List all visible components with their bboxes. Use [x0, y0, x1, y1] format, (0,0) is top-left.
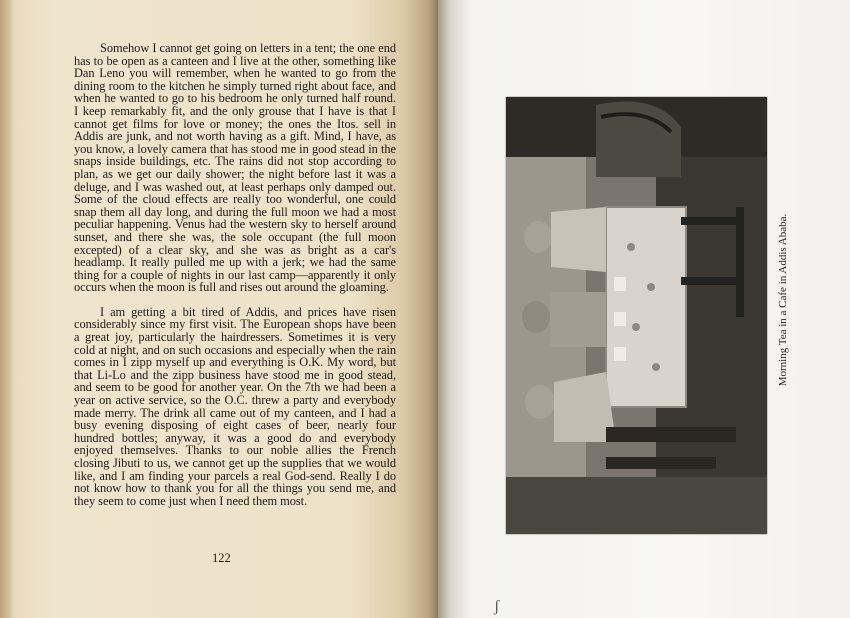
paragraph-1: Somehow I cannot get going on letters in a tent; the one end has to be open as a canteen and I live at the other, something like Dan Leno you will remember, when he wanted to go from the dining room to the kitchen he simply turned right about face, and when he wanted to go to his bedroom he only turned half round. I keep remarkably fit, and the only grouse that I have is that I cannot get films for love or money; the ones the Itos. sell in Addis are junk, and not worth having as a gift. Mind, I have, as you know, a lovely camera that has stood me in good stead in the snaps inside buildings, etc. The rains did not stop according to plan, as we get our daily shower; the night before last it was a deluge, and I was washed out, at least perhaps only damped out. Some of the cloud effects are really too wonderful, one could snap them all day long, and during the full moon we had a most peculiar happening. Venus had the western sky to herself around sunset, and there she was, the sole occupant (the full moon excepted) of a clear sky, and she was as bright as a car's headlamp. It really pulled me up with a jerk; we had the same thing for a couple of nights in our last camp—apparently it only occurs when the moon is full and rises out around the gloaming.: [74, 41, 396, 295]
page-number: 122: [212, 551, 231, 565]
caption-text: Morning Tea in a Cafe in Addis Ababa.: [777, 213, 789, 387]
paragraph-2: I am getting a bit tired of Addis, and prices have risen considerably since my first visit. The European shops have been a great joy, particularly the hairdressers. Sometimes it is very cold at night, and on such occasions and especially when the rain comes in I zipp myself up and everything is O.K. My word, but that Li-Lo and the zipp business have stood me in good stead, and seem to be good for another year. On the 7th we had been a year on active service, so the O.C. threw a party and everybody made merry. The drink all came out of my canteen, and I had a busy evening disposing of eight cases of beer, nearly four hundred bottles; anyway, it was a good do and everybody enjoyed themselves. Thanks to our noble allies the French closing Jibuti to us, we cannot get up the supplies that we would like, and I am finding your parcels a real God-send. Really I do not know how to thank you for all the things you send me, and they seem to come just when I need them most.: [74, 304, 396, 508]
pencil-mark: ʃ: [494, 598, 500, 615]
page-edge-shadow: [0, 0, 14, 618]
body-text: [74, 42, 396, 507]
cafe-photograph: [506, 97, 767, 534]
photo-illustration: [506, 97, 767, 534]
